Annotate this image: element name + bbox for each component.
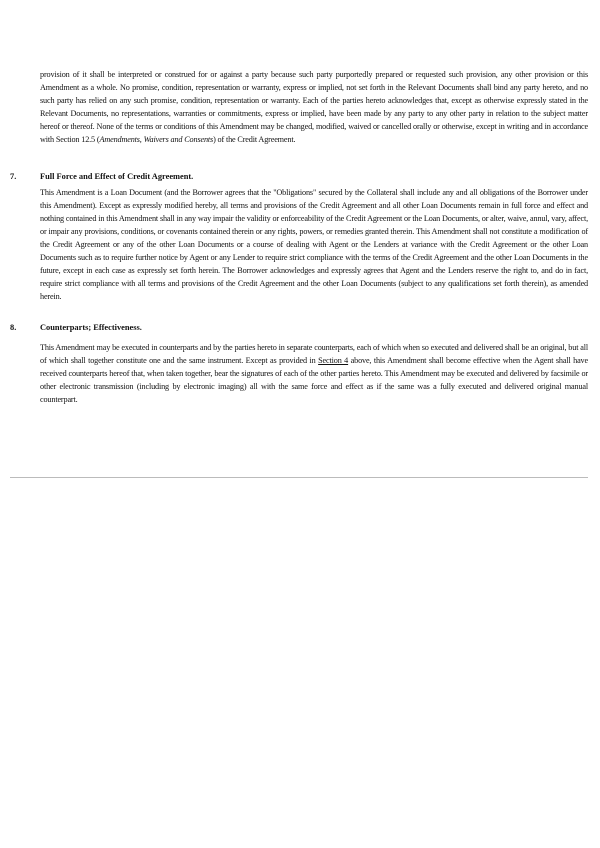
section-8-number: 8.	[10, 323, 17, 332]
page-divider	[10, 477, 588, 478]
section-7-paragraph: This Amendment is a Loan Document (and the Borrower agrees that the "Obligations" secured by the Collateral shall include any and all obligations of the Borrower under this Amendment). Except as expressly modified hereby, all terms and provisions of the Credit Agreement and all other Loan Documents remain in full force and effect and nothing contained in this Amendment shall in any way impair the validity or enforceability of the Credit Agreement or the Loan Documents, or alter, waive, annul, vary, affect, or impair any provisions, conditions, or covenants contained therein or any rights, powers, or remedies granted therein. This Amendment shall not constitute a modification of the Credit Agreement or any of the other Loan Documents or a course of dealing with Agent or the Lenders at variance with the Credit Agreement or the other Loan Documents such as to require further notice by Agent or any Lender to require strict compliance with the terms of the Credit Agreement and the other Loan Documents in the future, except in each case as expressly set forth herein. The Borrower acknowledges and expressly agrees that Agent and the Lenders reserve the right to, and do in fact, require strict compliance with all terms and provisions of the Credit Agreement and the other Loan Documents (subject to any qualifications set forth therein), as amended herein.	[40, 188, 588, 301]
section-7-title: Full Force and Effect of Credit Agreement.	[40, 172, 194, 181]
section-8-paragraph	[40, 341, 588, 406]
section-reference-title: Amendments, Waivers and Consents	[99, 135, 214, 144]
paragraph-intro	[40, 68, 588, 146]
section-7-heading	[10, 172, 193, 181]
paragraph-intro-end: ) of the Credit Agreement.	[213, 135, 296, 144]
section-7-number: 7.	[10, 172, 17, 181]
paragraph-intro-text: provision of it shall be interpreted or construed for or against a party because such party purportedly prepared or requested such provision, any other provision or this Amendment as a whole. No promise, condition, representation or warranty, express or implied, not set forth in the Relevant Documents shall bind any party hereto, and no such party has relied on any such promise, condition, representation or warranty. Each of the parties hereto acknowledges that, except as otherwise expressly stated in the Relevant Documents, no representations, warranties or commitments, express or implied, have been made by any party to any other party in relation to the subject matter hereof or thereof. None of the terms or conditions of this Amendment may be changed, modified, waived or cancelled orally or otherwise, except in writing and in accordance with Section 12.5 (	[40, 70, 588, 144]
section-8-title: Counterparts; Effectiveness.	[40, 323, 142, 332]
section-8-text-end: above, this Amendment shall become effective when the Agent shall have received counterparts hereof that, when taken together, bear the signatures of each of the other parties hereto. This Amendment may be executed and delivered by facsimile or other electronic transmission (including by electronic imaging) all with the same force and effect as if the same was a fully executed and delivered original manual counterpart.	[40, 356, 588, 404]
section-8-text: This Amendment may be executed in counterparts and by the parties hereto in separate counterparts, each of which when so executed and delivered shall be an original, but all of which shall together constitute one and the same instrument. Except as provided in	[40, 343, 588, 365]
section-4-reference-link[interactable]: Section 4	[318, 356, 349, 365]
section-8-heading	[10, 323, 142, 332]
